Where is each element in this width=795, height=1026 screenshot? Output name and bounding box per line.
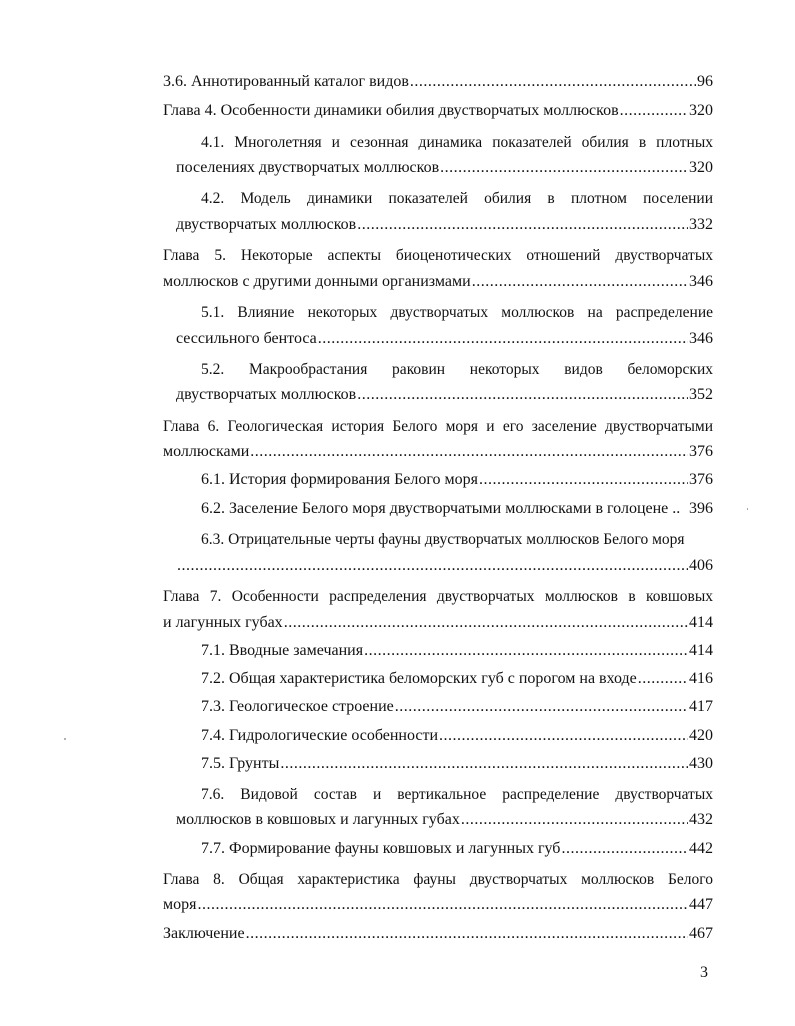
toc-page-number: 396 bbox=[689, 500, 713, 517]
toc-leader-dots bbox=[197, 896, 688, 914]
toc-page-number: 346 bbox=[689, 330, 713, 347]
toc-entry-title: 7.1. Вводные замечания bbox=[201, 642, 364, 659]
toc-entry-title: двустворчатых моллюсков bbox=[176, 386, 357, 403]
toc-page-number: 432 bbox=[689, 811, 713, 828]
toc-page-number: 414 bbox=[689, 642, 713, 659]
toc-entry-title: 3.6. Аннотированный каталог видов bbox=[163, 73, 409, 90]
toc-page-number: 320 bbox=[689, 102, 713, 119]
toc-entry-title: 7.5. Грунты bbox=[201, 755, 280, 772]
toc-entry-title: 7.2. Общая характеристика беломорских губ с порогом на входе bbox=[201, 670, 637, 687]
toc-leader-dots bbox=[461, 811, 688, 829]
toc-entry-4-2-line1: 4.2. Модель динамики показателей обилия в плотном поселении bbox=[201, 190, 713, 207]
toc-leader-dots bbox=[357, 216, 688, 234]
toc-entry-3-6 bbox=[163, 73, 713, 91]
toc-chapter-6-line1: Глава 6. Геологическая история Белого моря и его заселение двустворчатыми bbox=[163, 418, 713, 435]
scan-speck bbox=[64, 738, 66, 740]
toc-leader-dots bbox=[246, 925, 688, 943]
toc-page-number: 320 bbox=[689, 159, 713, 176]
toc-leader-dots bbox=[479, 471, 688, 489]
toc-entry-7-6-line1: 7.6. Видовой состав и вертикальное распределение двустворчатых bbox=[201, 786, 713, 803]
toc-page-number: 416 bbox=[689, 670, 713, 687]
toc-entry-4-1-line1: 4.1. Многолетняя и сезонная динамика показателей обилия в плотных bbox=[201, 134, 713, 151]
toc-leader-dots bbox=[440, 159, 688, 177]
toc-leader-dots bbox=[410, 73, 696, 91]
toc-chapter-4 bbox=[163, 102, 713, 120]
toc-leader-dots bbox=[364, 642, 688, 660]
toc-leader-dots bbox=[620, 102, 688, 120]
toc-chapter-7-line2 bbox=[163, 614, 713, 632]
toc-entry-7-2 bbox=[201, 670, 713, 688]
page-number: 3 bbox=[700, 964, 708, 981]
toc-entry-title: 6.2. Заселение Белого моря двустворчатыми моллюсками в голоцене .. bbox=[201, 500, 681, 517]
toc-page-number: 420 bbox=[689, 727, 713, 744]
toc-page-number: 406 bbox=[689, 557, 713, 574]
toc-entry-6-3-line1: 6.3. Отрицательные черты фауны двустворчатых моллюсков Белого моря bbox=[201, 531, 685, 548]
toc-chapter-6-line2 bbox=[163, 443, 713, 461]
toc-entry-7-3 bbox=[201, 698, 713, 716]
toc-page-number: 376 bbox=[689, 471, 713, 488]
toc-entry-title: Глава 4. Особенности динамики обилия двустворчатых моллюсков bbox=[163, 102, 619, 119]
scan-speck bbox=[747, 508, 748, 510]
toc-entry-7-6-line2 bbox=[176, 811, 713, 829]
toc-page-number: 442 bbox=[689, 840, 713, 857]
toc-entry-title: 7.4. Гидрологические особенности bbox=[201, 727, 439, 744]
toc-entry-title: 7.7. Формирование фауны ковшовых и лагунных губ bbox=[201, 840, 561, 857]
toc-page-number: 414 bbox=[689, 614, 713, 631]
toc-entry-6-3-line2 bbox=[176, 557, 713, 575]
toc-entry-6-1 bbox=[201, 471, 713, 489]
toc-entry-title: моллюсков в ковшовых и лагунных губах bbox=[176, 811, 460, 828]
toc-entry-7-4 bbox=[201, 727, 713, 745]
toc-leader-dots bbox=[439, 727, 688, 745]
toc-chapter-5-line2 bbox=[163, 273, 713, 291]
toc-entry-4-1-line2 bbox=[176, 159, 713, 177]
toc-entry-7-1 bbox=[201, 642, 713, 660]
toc-page-number: 96 bbox=[697, 73, 713, 90]
toc-entry-7-5 bbox=[201, 755, 713, 773]
toc-leader-dots bbox=[472, 273, 688, 291]
toc-chapter-8-line2 bbox=[163, 896, 713, 914]
toc-entry-title: Заключение bbox=[163, 925, 245, 942]
toc-leader-dots bbox=[284, 614, 688, 632]
toc-leader-dots bbox=[250, 443, 688, 461]
toc-entry-7-7 bbox=[201, 840, 713, 858]
toc-chapter-8-line1: Глава 8. Общая характеристика фауны двустворчатых моллюсков Белого bbox=[163, 871, 713, 888]
toc-page-number: 467 bbox=[689, 925, 713, 942]
toc-chapter-7-line1: Глава 7. Особенности распределения двустворчатых моллюсков в ковшовых bbox=[163, 588, 713, 605]
toc-chapter-5-line1: Глава 5. Некоторые аспекты биоценотических отношений двустворчатых bbox=[163, 247, 713, 264]
toc-entry-5-1-line1: 5.1. Влияние некоторых двустворчатых моллюсков на распределение bbox=[201, 304, 713, 321]
toc-entry-5-1-line2 bbox=[176, 330, 713, 348]
toc-entry-5-2-line2 bbox=[176, 386, 713, 404]
toc-entry-5-2-line1: 5.2. Макрообрастания раковин некоторых видов беломорских bbox=[201, 361, 713, 378]
toc-page-number: 376 bbox=[689, 443, 713, 460]
toc-page-number: 430 bbox=[689, 755, 713, 772]
toc-entry-title: сессильного бентоса bbox=[176, 330, 317, 347]
toc-leader-dots bbox=[561, 840, 688, 858]
toc-leader-dots bbox=[318, 330, 688, 348]
toc-page-number: 352 bbox=[689, 386, 713, 403]
toc-entry-title: 7.3. Геологическое строение bbox=[201, 698, 394, 715]
toc-leader-dots bbox=[395, 698, 688, 716]
toc-entry-title: моря bbox=[163, 896, 197, 913]
toc-entry-title: 6.1. История формирования Белого моря bbox=[201, 471, 479, 488]
toc-entry-title: двустворчатых моллюсков bbox=[176, 216, 357, 233]
toc-leader-dots bbox=[177, 557, 688, 575]
toc-leader-dots bbox=[280, 755, 688, 773]
toc-entry-6-2 bbox=[201, 500, 713, 518]
toc-entry-title: моллюсками bbox=[163, 443, 250, 460]
toc-page-number: 417 bbox=[689, 698, 713, 715]
toc-page-number: 346 bbox=[689, 273, 713, 290]
toc-entry-4-2-line2 bbox=[176, 216, 713, 234]
toc-leader-dots bbox=[638, 670, 688, 688]
toc-page-number: 332 bbox=[689, 216, 713, 233]
toc-entry-title: и лагунных губах bbox=[163, 614, 283, 631]
toc-conclusion bbox=[163, 925, 713, 943]
toc-page-number: 447 bbox=[689, 896, 713, 913]
toc-leader-dots bbox=[357, 386, 688, 404]
toc-entry-title: моллюсков с другими донными организмами bbox=[163, 273, 471, 290]
toc-entry-title: поселениях двустворчатых моллюсков bbox=[176, 159, 440, 176]
